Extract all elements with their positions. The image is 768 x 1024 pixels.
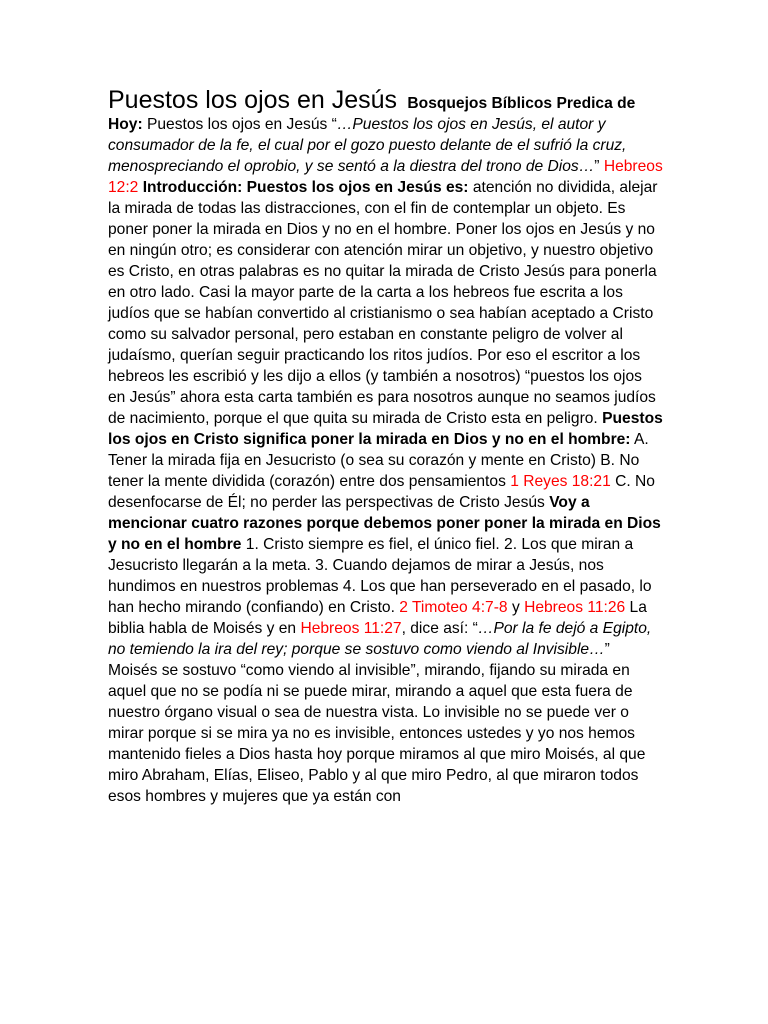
intro-quote: …Puestos los ojos en Jesús, el autor y consumador de la fe, el cual por el gozo puesto delante de el sufrió la cruz, menospreciando el oprobio, y se sentó a la diestra del trono de Dios… [108,116,627,175]
intro-close: ” [594,158,604,175]
intro-text: Puestos los ojos en Jesús “ [142,116,337,133]
heading-2: Puestos los ojos en Cristo significa poner la mirada en Dios y no en el hombre: [108,410,663,448]
ref-hebreos-11-27[interactable]: Hebreos 11:27 [300,620,402,637]
paragraph-6: La biblia habla de Moisés y en [108,599,647,637]
paragraph-3: C. No desenfocarse de Él; no perder las perspectivas de Cristo Jesús [108,473,655,511]
paragraph-5: y [507,599,525,616]
ref-hebreos-12-2[interactable]: Hebreos 12:2 [108,158,663,196]
ref-1-reyes-18-21[interactable]: 1 Reyes 18:21 [510,473,611,490]
document-page [108,86,663,807]
quote-2: …Por la fe dejó a Egipto, no temiendo la ira del rey; porque se sostuvo como viendo al Invisible… [108,620,652,658]
paragraph-8: ” Moisés se sostuvo “como viendo al invisible”, mirando, fijando su mirada en aquel que no se podía ni se puede mirar, mirando a aquel que esta fuera de nuestro órgano visual o sea de nuestra vista. Lo invisible no se puede ver o mirar porque si se mira ya no es invisible, entonces ustedes y yo nos hemos mantenido fieles a Dios hasta hoy porque miramos al que miro Moisés, al que miro Abraham, Elías, Eliseo, Pablo y al que miro Pedro, al que miraron todos esos hombres y mujeres que ya están con [108,641,646,805]
paragraph-7: , dice así: “ [401,620,478,637]
paragraph-1: atención no dividida, alejar la mirada de todas las distracciones, con el fin de contemplar un objeto. Es poner poner la mirada en Dios y no en el hombre. Poner los ojos en Jesús y no en ningún otro; es considerar con atención mirar un objetivo, y nuestro objetivo es Cristo, en otras palabras es no quitar la mirada de Cristo Jesús para ponerla en otro lado. Casi la mayor parte de la carta a los hebreos fue escrita a los judíos que se habían convertido al cristianismo o sea habían aceptado a Cristo como su salvador personal, pero estaban en constante peligro de volver al judaísmo, querían seguir practicando los ritos judíos. Por eso el escritor a los hebreos les escribió y les dijo a ellos (y también a nosotros) “puestos los ojos en Jesús” ahora esta carta también es para nosotros aunque no seamos judíos de nacimiento, porque el que quita su mirada de Cristo esta en peligro. [108,179,658,427]
heading-3: Voy a mencionar cuatro razones porque debemos poner poner la mirada en Dios y no en el hombre [108,494,661,553]
subtitle: Bosquejos Bíblicos Predica de Hoy: [108,95,636,133]
ref-2-timoteo-4-7-8[interactable]: 2 Timoteo 4:7-8 [399,599,508,616]
page-title: Puestos los ojos en Jesús [108,86,398,114]
intro-heading: Introducción: Puestos los ojos en Jesús es: [138,179,469,196]
paragraph-4: 1. Cristo siempre es fiel, el único fiel. 2. Los que miran a Jesucristo llegarán a la meta. 3. Cuando dejamos de mirar a Jesús, nos hundimos en nuestros problemas 4. Los que han perseverado en el pasado, lo han hecho mirando (confiando) en Cristo. [108,536,652,616]
ref-hebreos-11-26[interactable]: Hebreos 11:26 [524,599,626,616]
paragraph-2: A. Tener la mirada fija en Jesucristo (o sea su corazón y mente en Cristo) B. No tener la mente dividida (corazón) entre dos pensamientos [108,431,649,490]
